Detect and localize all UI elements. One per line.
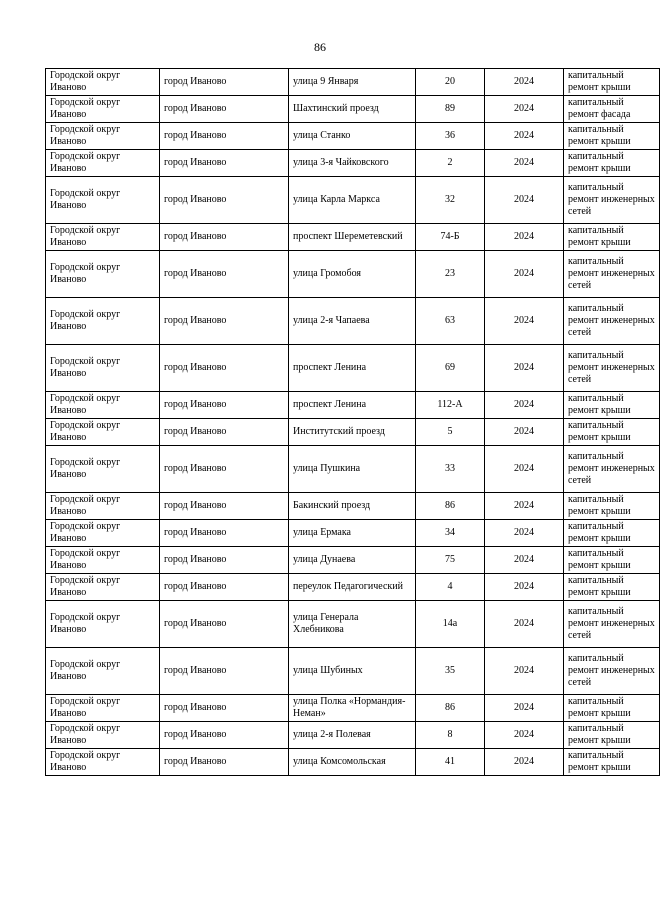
table-row xyxy=(46,224,660,251)
district-cell: Городской округ Иваново xyxy=(46,601,160,648)
district-cell: Городской округ Иваново xyxy=(46,419,160,446)
street-cell: улица Дунаева xyxy=(289,547,416,574)
house-number-cell: 8 xyxy=(416,722,485,749)
street-cell: улица 2-я Полевая xyxy=(289,722,416,749)
district-cell: Городской округ Иваново xyxy=(46,345,160,392)
table-row xyxy=(46,547,660,574)
district-cell: Городской округ Иваново xyxy=(46,123,160,150)
city-cell: город Иваново xyxy=(160,574,289,601)
house-number-cell: 86 xyxy=(416,695,485,722)
year-cell: 2024 xyxy=(485,251,564,298)
table-row xyxy=(46,749,660,776)
work-type-cell: капитальный ремонт крыши xyxy=(564,392,660,419)
district-cell: Городской округ Иваново xyxy=(46,493,160,520)
house-number-cell: 63 xyxy=(416,298,485,345)
district-cell: Городской округ Иваново xyxy=(46,96,160,123)
street-cell: улица Карла Маркса xyxy=(289,177,416,224)
street-cell: переулок Педагогический xyxy=(289,574,416,601)
district-cell: Городской округ Иваново xyxy=(46,251,160,298)
district-cell: Городской округ Иваново xyxy=(46,722,160,749)
year-cell: 2024 xyxy=(485,177,564,224)
street-cell: улица Шубиных xyxy=(289,648,416,695)
street-cell: Институтский проезд xyxy=(289,419,416,446)
table-row xyxy=(46,419,660,446)
work-type-cell: капитальный ремонт крыши xyxy=(564,69,660,96)
year-cell: 2024 xyxy=(485,749,564,776)
year-cell: 2024 xyxy=(485,493,564,520)
house-number-cell: 36 xyxy=(416,123,485,150)
work-type-cell: капитальный ремонт фасада xyxy=(564,96,660,123)
repair-registry-table xyxy=(45,68,660,776)
house-number-cell: 41 xyxy=(416,749,485,776)
house-number-cell: 4 xyxy=(416,574,485,601)
district-cell: Городской округ Иваново xyxy=(46,446,160,493)
table-row xyxy=(46,96,660,123)
table-row xyxy=(46,251,660,298)
house-number-cell: 69 xyxy=(416,345,485,392)
street-cell: улица Генерала Хлебникова xyxy=(289,601,416,648)
work-type-cell: капитальный ремонт инженерных сетей xyxy=(564,298,660,345)
city-cell: город Иваново xyxy=(160,601,289,648)
year-cell: 2024 xyxy=(485,69,564,96)
district-cell: Городской округ Иваново xyxy=(46,547,160,574)
table-row xyxy=(46,493,660,520)
year-cell: 2024 xyxy=(485,298,564,345)
street-cell: улица Ермака xyxy=(289,520,416,547)
city-cell: город Иваново xyxy=(160,392,289,419)
city-cell: город Иваново xyxy=(160,345,289,392)
street-cell: проспект Шереметевский xyxy=(289,224,416,251)
street-cell: проспект Ленина xyxy=(289,392,416,419)
district-cell: Городской округ Иваново xyxy=(46,648,160,695)
house-number-cell: 32 xyxy=(416,177,485,224)
district-cell: Городской округ Иваново xyxy=(46,695,160,722)
street-cell: улица Полка «Нормандия-Неман» xyxy=(289,695,416,722)
city-cell: город Иваново xyxy=(160,722,289,749)
work-type-cell: капитальный ремонт инженерных сетей xyxy=(564,446,660,493)
street-cell: улица Громобоя xyxy=(289,251,416,298)
house-number-cell: 5 xyxy=(416,419,485,446)
table-row xyxy=(46,345,660,392)
table-row xyxy=(46,601,660,648)
house-number-cell: 23 xyxy=(416,251,485,298)
table-row xyxy=(46,69,660,96)
district-cell: Городской округ Иваново xyxy=(46,177,160,224)
year-cell: 2024 xyxy=(485,392,564,419)
city-cell: город Иваново xyxy=(160,547,289,574)
city-cell: город Иваново xyxy=(160,69,289,96)
district-cell: Городской округ Иваново xyxy=(46,224,160,251)
city-cell: город Иваново xyxy=(160,123,289,150)
work-type-cell: капитальный ремонт крыши xyxy=(564,722,660,749)
work-type-cell: капитальный ремонт инженерных сетей xyxy=(564,648,660,695)
work-type-cell: капитальный ремонт крыши xyxy=(564,547,660,574)
city-cell: город Иваново xyxy=(160,695,289,722)
city-cell: город Иваново xyxy=(160,648,289,695)
house-number-cell: 89 xyxy=(416,96,485,123)
year-cell: 2024 xyxy=(485,419,564,446)
work-type-cell: капитальный ремонт крыши xyxy=(564,695,660,722)
street-cell: улица 2-я Чапаева xyxy=(289,298,416,345)
year-cell: 2024 xyxy=(485,601,564,648)
district-cell: Городской округ Иваново xyxy=(46,749,160,776)
city-cell: город Иваново xyxy=(160,493,289,520)
table-row xyxy=(46,574,660,601)
street-cell: проспект Ленина xyxy=(289,345,416,392)
year-cell: 2024 xyxy=(485,574,564,601)
house-number-cell: 14а xyxy=(416,601,485,648)
house-number-cell: 2 xyxy=(416,150,485,177)
table-row xyxy=(46,123,660,150)
district-cell: Городской округ Иваново xyxy=(46,69,160,96)
work-type-cell: капитальный ремонт инженерных сетей xyxy=(564,601,660,648)
page-number: 86 xyxy=(314,40,326,54)
city-cell: город Иваново xyxy=(160,150,289,177)
year-cell: 2024 xyxy=(485,123,564,150)
table-row xyxy=(46,520,660,547)
work-type-cell: капитальный ремонт крыши xyxy=(564,574,660,601)
table-row xyxy=(46,150,660,177)
city-cell: город Иваново xyxy=(160,520,289,547)
city-cell: город Иваново xyxy=(160,446,289,493)
house-number-cell: 74-Б xyxy=(416,224,485,251)
city-cell: город Иваново xyxy=(160,749,289,776)
district-cell: Городской округ Иваново xyxy=(46,520,160,547)
table-row xyxy=(46,392,660,419)
table-row xyxy=(46,648,660,695)
street-cell: улица 9 Января xyxy=(289,69,416,96)
year-cell: 2024 xyxy=(485,648,564,695)
table-row xyxy=(46,446,660,493)
city-cell: город Иваново xyxy=(160,177,289,224)
year-cell: 2024 xyxy=(485,224,564,251)
street-cell: Шахтинский проезд xyxy=(289,96,416,123)
city-cell: город Иваново xyxy=(160,298,289,345)
year-cell: 2024 xyxy=(485,722,564,749)
work-type-cell: капитальный ремонт инженерных сетей xyxy=(564,177,660,224)
house-number-cell: 112-А xyxy=(416,392,485,419)
work-type-cell: капитальный ремонт инженерных сетей xyxy=(564,251,660,298)
house-number-cell: 33 xyxy=(416,446,485,493)
city-cell: город Иваново xyxy=(160,419,289,446)
city-cell: город Иваново xyxy=(160,96,289,123)
table-row xyxy=(46,177,660,224)
work-type-cell: капитальный ремонт крыши xyxy=(564,520,660,547)
year-cell: 2024 xyxy=(485,96,564,123)
street-cell: улица Станко xyxy=(289,123,416,150)
year-cell: 2024 xyxy=(485,345,564,392)
table-row xyxy=(46,722,660,749)
house-number-cell: 86 xyxy=(416,493,485,520)
city-cell: город Иваново xyxy=(160,251,289,298)
table-row xyxy=(46,695,660,722)
work-type-cell: капитальный ремонт крыши xyxy=(564,224,660,251)
street-cell: улица Комсомольская xyxy=(289,749,416,776)
table-body xyxy=(46,69,660,776)
year-cell: 2024 xyxy=(485,446,564,493)
house-number-cell: 35 xyxy=(416,648,485,695)
house-number-cell: 20 xyxy=(416,69,485,96)
year-cell: 2024 xyxy=(485,695,564,722)
district-cell: Городской округ Иваново xyxy=(46,298,160,345)
year-cell: 2024 xyxy=(485,150,564,177)
district-cell: Городской округ Иваново xyxy=(46,574,160,601)
year-cell: 2024 xyxy=(485,547,564,574)
street-cell: улица Пушкина xyxy=(289,446,416,493)
work-type-cell: капитальный ремонт крыши xyxy=(564,419,660,446)
house-number-cell: 75 xyxy=(416,547,485,574)
district-cell: Городской округ Иваново xyxy=(46,392,160,419)
work-type-cell: капитальный ремонт крыши xyxy=(564,749,660,776)
work-type-cell: капитальный ремонт крыши xyxy=(564,150,660,177)
city-cell: город Иваново xyxy=(160,224,289,251)
street-cell: улица 3-я Чайковского xyxy=(289,150,416,177)
district-cell: Городской округ Иваново xyxy=(46,150,160,177)
table-row xyxy=(46,298,660,345)
year-cell: 2024 xyxy=(485,520,564,547)
work-type-cell: капитальный ремонт инженерных сетей xyxy=(564,345,660,392)
work-type-cell: капитальный ремонт крыши xyxy=(564,123,660,150)
street-cell: Бакинский проезд xyxy=(289,493,416,520)
work-type-cell: капитальный ремонт крыши xyxy=(564,493,660,520)
house-number-cell: 34 xyxy=(416,520,485,547)
